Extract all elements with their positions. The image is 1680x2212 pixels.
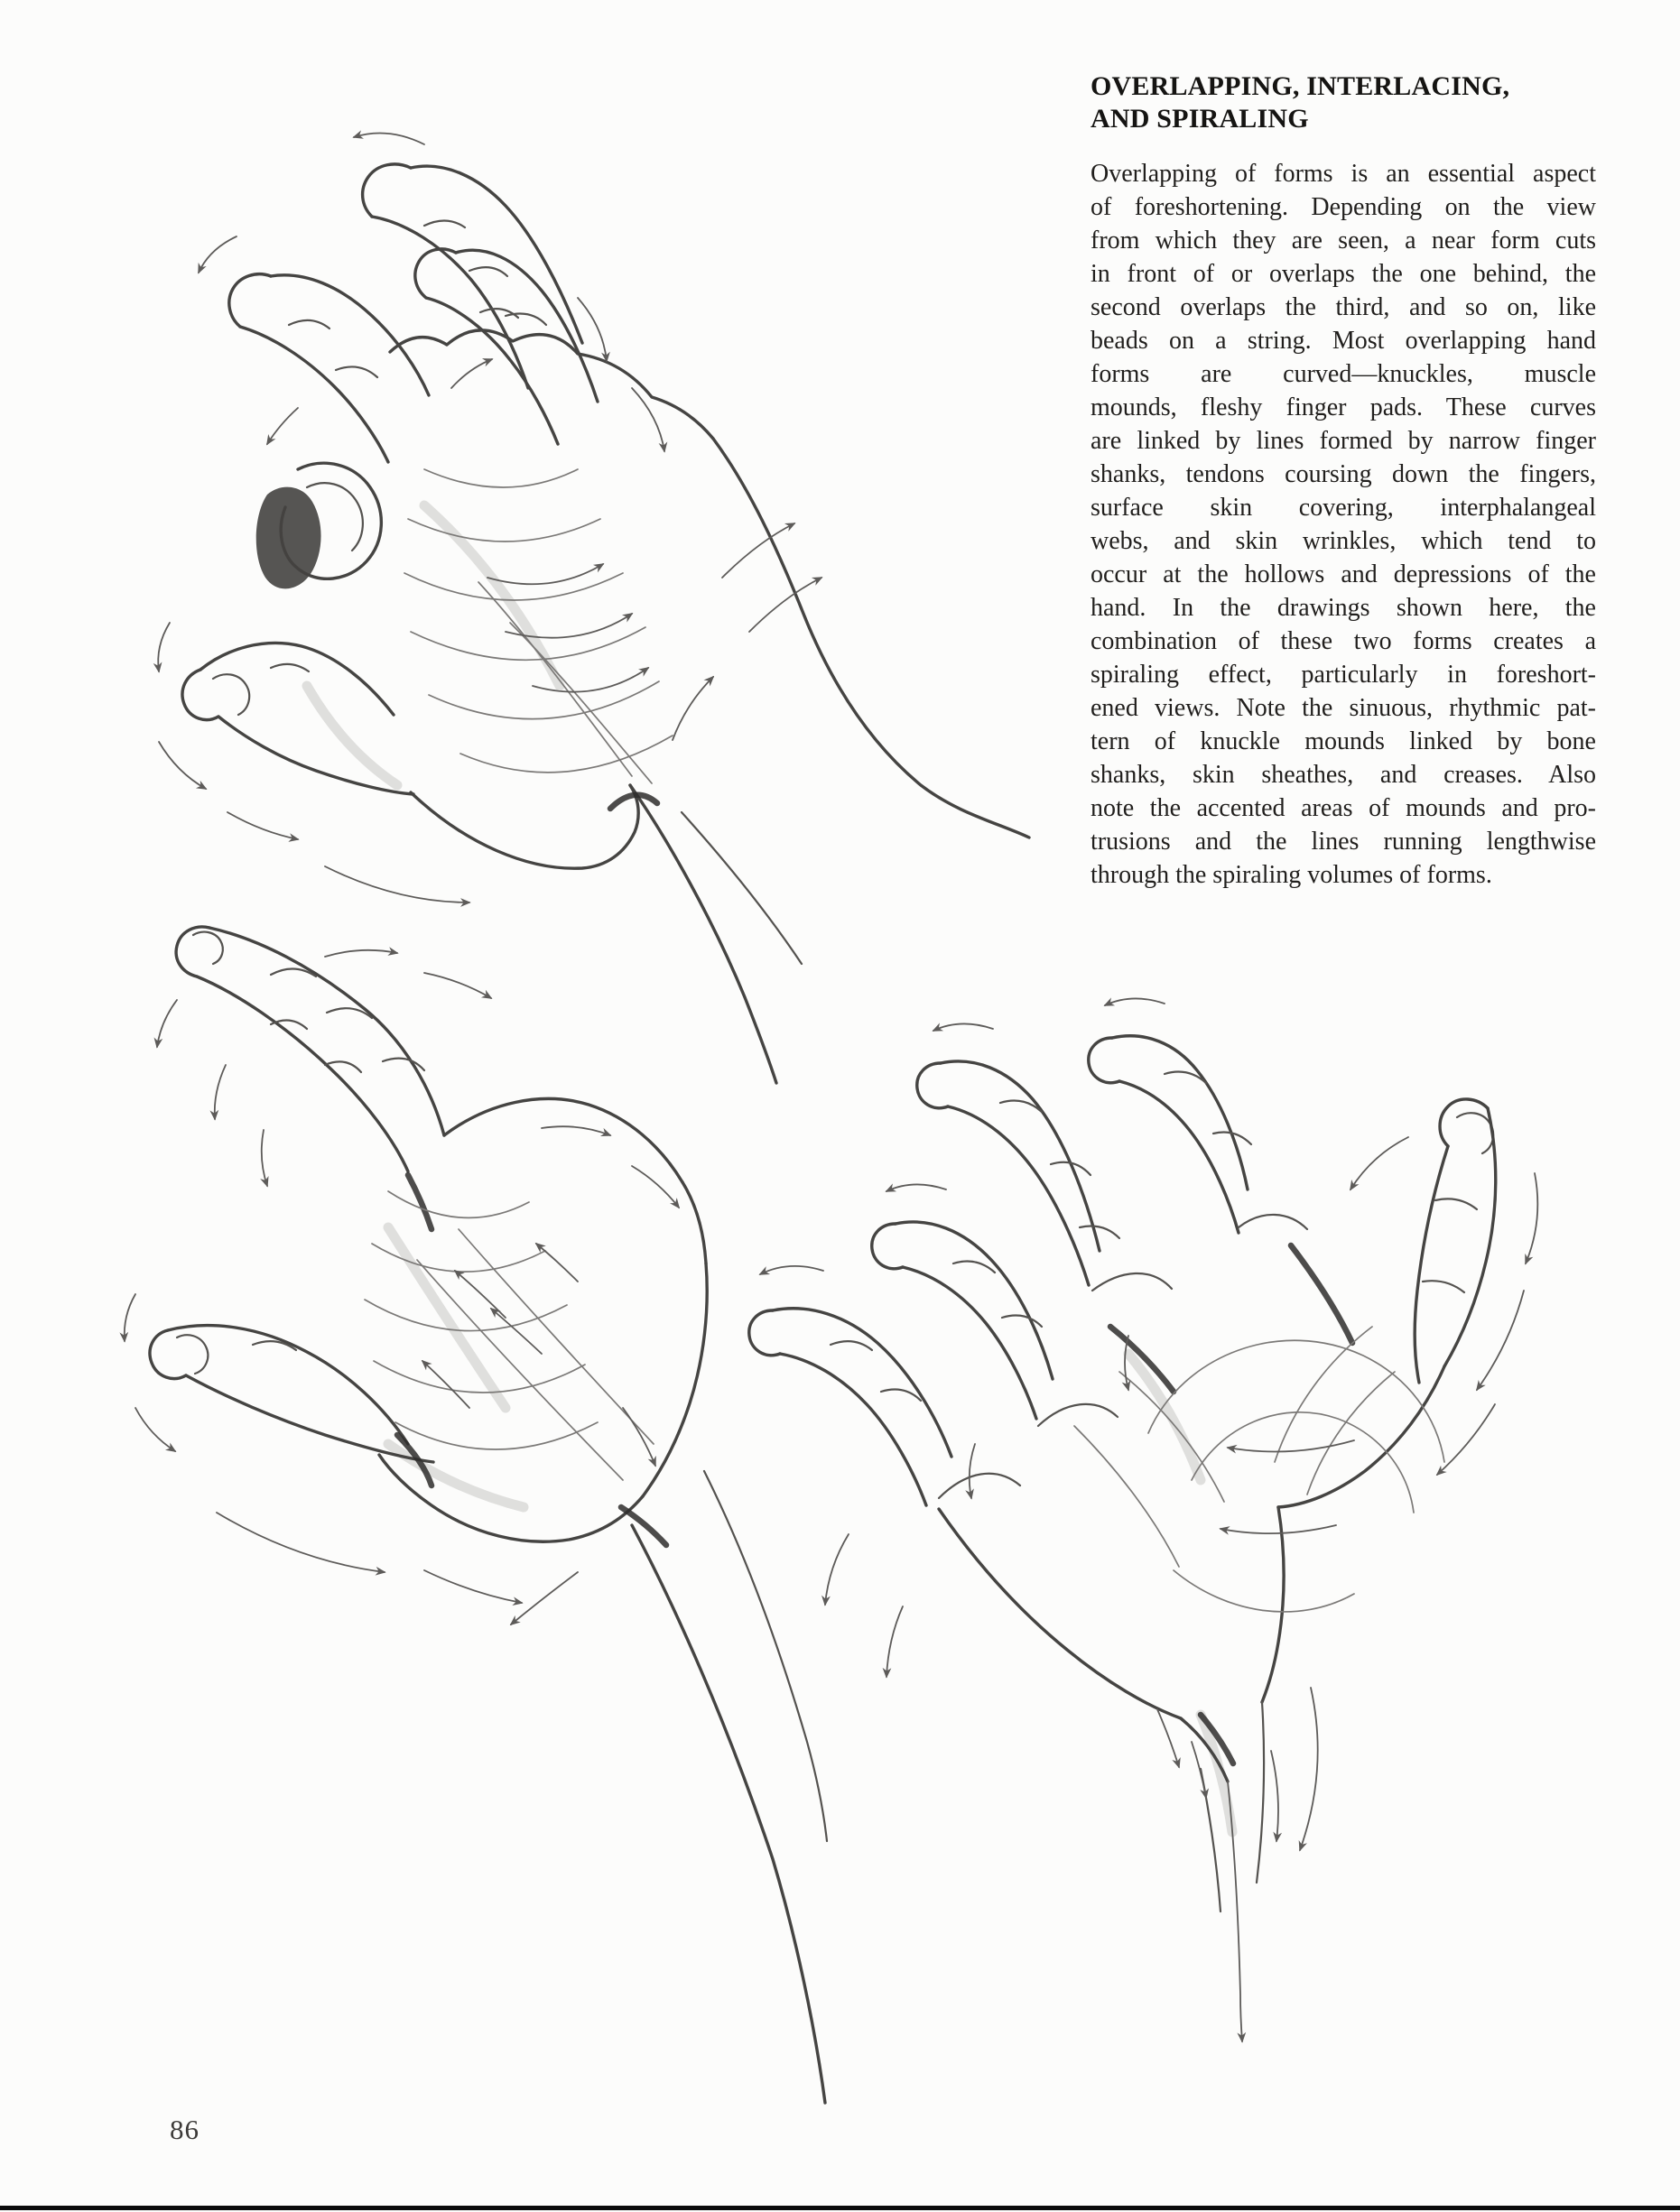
body-line: second overlaps the third, and so on, like (1091, 293, 1596, 321)
hand-drawing-middle (125, 927, 827, 2103)
text-column (1091, 70, 1596, 892)
body-line: occur at the hollows and depressions of the (1091, 560, 1596, 588)
body-line: ened views. Note the sinuous, rhythmic pat- (1091, 694, 1596, 722)
section-heading-line: OVERLAPPING, INTERLACING, (1091, 71, 1510, 101)
body-line: combination of these two forms creates a (1091, 627, 1596, 655)
body-line: hand. In the drawings shown here, the (1091, 594, 1596, 622)
section-heading (1091, 70, 1596, 135)
body-line: spiraling effect, particularly in foreshort- (1091, 661, 1596, 689)
body-line: shanks, skin sheathes, and creases. Also (1091, 761, 1596, 789)
page-number: 86 (170, 2114, 200, 2145)
body-line: forms are curved—knuckles, muscle (1091, 360, 1596, 388)
body-line: are linked by lines formed by narrow finger (1091, 427, 1596, 455)
body-line: in front of or overlaps the one behind, the (1091, 260, 1596, 288)
body-line: tern of knuckle mounds linked by bone (1091, 727, 1596, 755)
body-line: webs, and skin wrinkles, which tend to (1091, 527, 1596, 555)
body-line: trusions and the lines running lengthwise (1091, 828, 1596, 856)
hand-drawing-top (158, 134, 1029, 1084)
body-line: of foreshortening. Depending on the view (1091, 193, 1596, 221)
body-paragraph (1091, 157, 1596, 892)
body-line: shanks, tendons coursing down the fingers, (1091, 460, 1596, 488)
body-line: mounds, fleshy finger pads. These curves (1091, 393, 1596, 421)
body-line: beads on a string. Most overlapping hand (1091, 327, 1596, 355)
body-line: Overlapping of forms is an essential aspect (1091, 160, 1596, 188)
hand-drawing-bottom (749, 998, 1538, 2041)
body-line: from which they are seen, a near form cuts (1091, 227, 1596, 255)
body-line: through the spiraling volumes of forms. (1091, 861, 1492, 889)
body-line: note the accented areas of mounds and pro- (1091, 794, 1596, 822)
body-line: surface skin covering, interphalangeal (1091, 494, 1596, 522)
section-heading-line: AND SPIRALING (1091, 104, 1309, 134)
scan-edge-bar (0, 2206, 1680, 2210)
